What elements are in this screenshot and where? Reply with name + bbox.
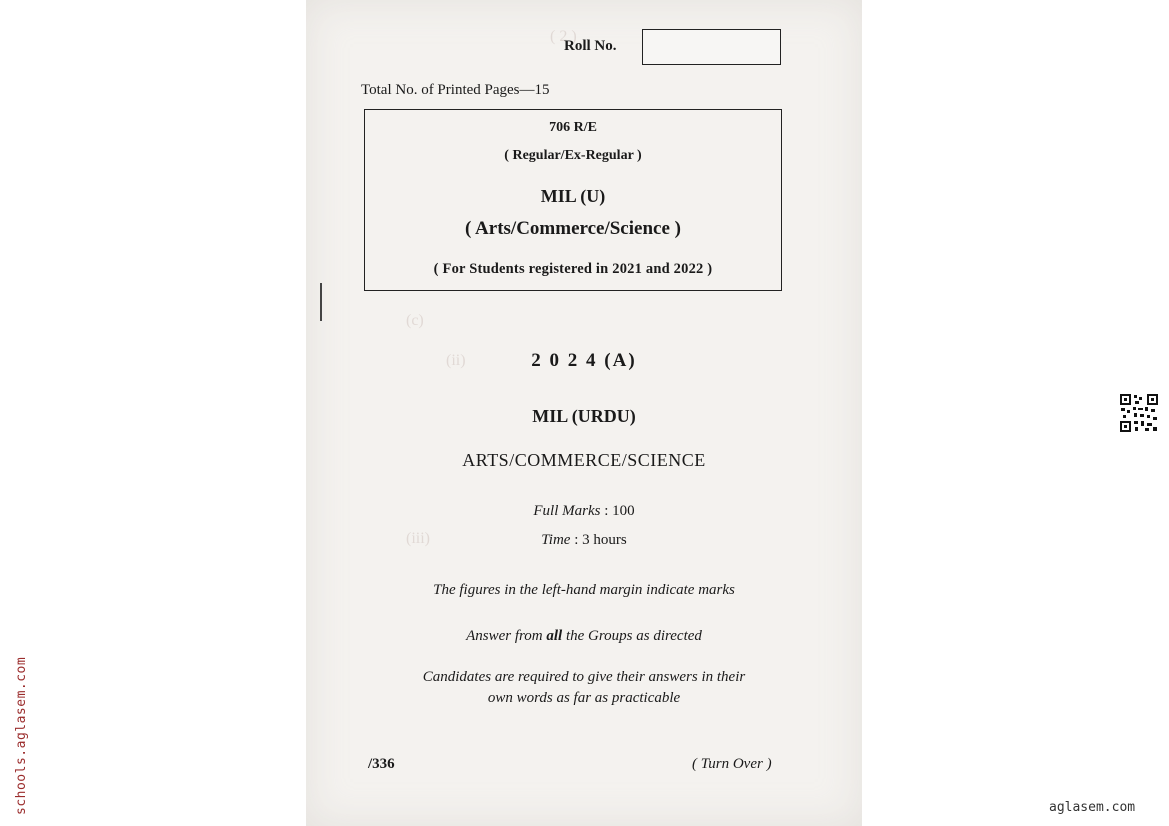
exam-year: 2 0 2 4 (A) [531, 350, 637, 371]
margin-mark [320, 283, 322, 321]
paper-category: ( Regular/Ex-Regular ) [504, 148, 642, 163]
instruction-groups-bold: all [546, 628, 563, 644]
time-value: : 3 hours [574, 532, 627, 548]
instruction-marks: The figures in the left-hand margin indicate marks [433, 582, 735, 598]
bottom-watermark: aglasem.com [1049, 800, 1136, 815]
bleed-through-mark: ( 2 ) [550, 28, 577, 45]
instruction-own-words-2: own words as far as practicable [487, 690, 681, 706]
qr-code-icon[interactable] [1119, 393, 1159, 433]
instruction-own-words-1: Candidates are required to give their answers in their [422, 669, 746, 685]
roll-number-label: Roll No. [564, 38, 617, 54]
time-label: Time [541, 532, 571, 548]
full-marks-value: : 100 [604, 503, 635, 519]
paper-code: 706 R/E [549, 120, 597, 135]
exam-subject: MIL (URDU) [532, 406, 636, 426]
turn-over-note: ( Turn Over ) [692, 756, 772, 772]
instruction-groups [306, 628, 862, 645]
question-paper-page [306, 0, 862, 826]
bleed-through-mark: (ii) [446, 352, 466, 369]
paper-serial-code: /336 [368, 756, 395, 772]
bleed-through-mark: (c) [406, 312, 424, 329]
instruction-groups-pre: Answer from [466, 628, 547, 644]
bleed-through-mark: (iii) [406, 530, 430, 547]
side-watermark: schools.aglasem.com [14, 656, 29, 815]
full-marks-label: Full Marks [533, 503, 601, 519]
paper-subject-code: MIL (U) [540, 186, 606, 206]
exam-time [306, 532, 862, 549]
exam-streams: ARTS/COMMERCE/SCIENCE [462, 450, 706, 470]
roll-number-box[interactable] [642, 29, 781, 65]
full-marks [306, 503, 862, 520]
paper-streams: ( Arts/Commerce/Science ) [465, 218, 681, 239]
paper-code-box [364, 109, 782, 291]
total-pages-text: Total No. of Printed Pages—15 [361, 82, 550, 98]
instruction-groups-post: the Groups as directed [562, 628, 702, 644]
eligibility-note: ( For Students registered in 2021 and 2022 ) [433, 261, 713, 277]
